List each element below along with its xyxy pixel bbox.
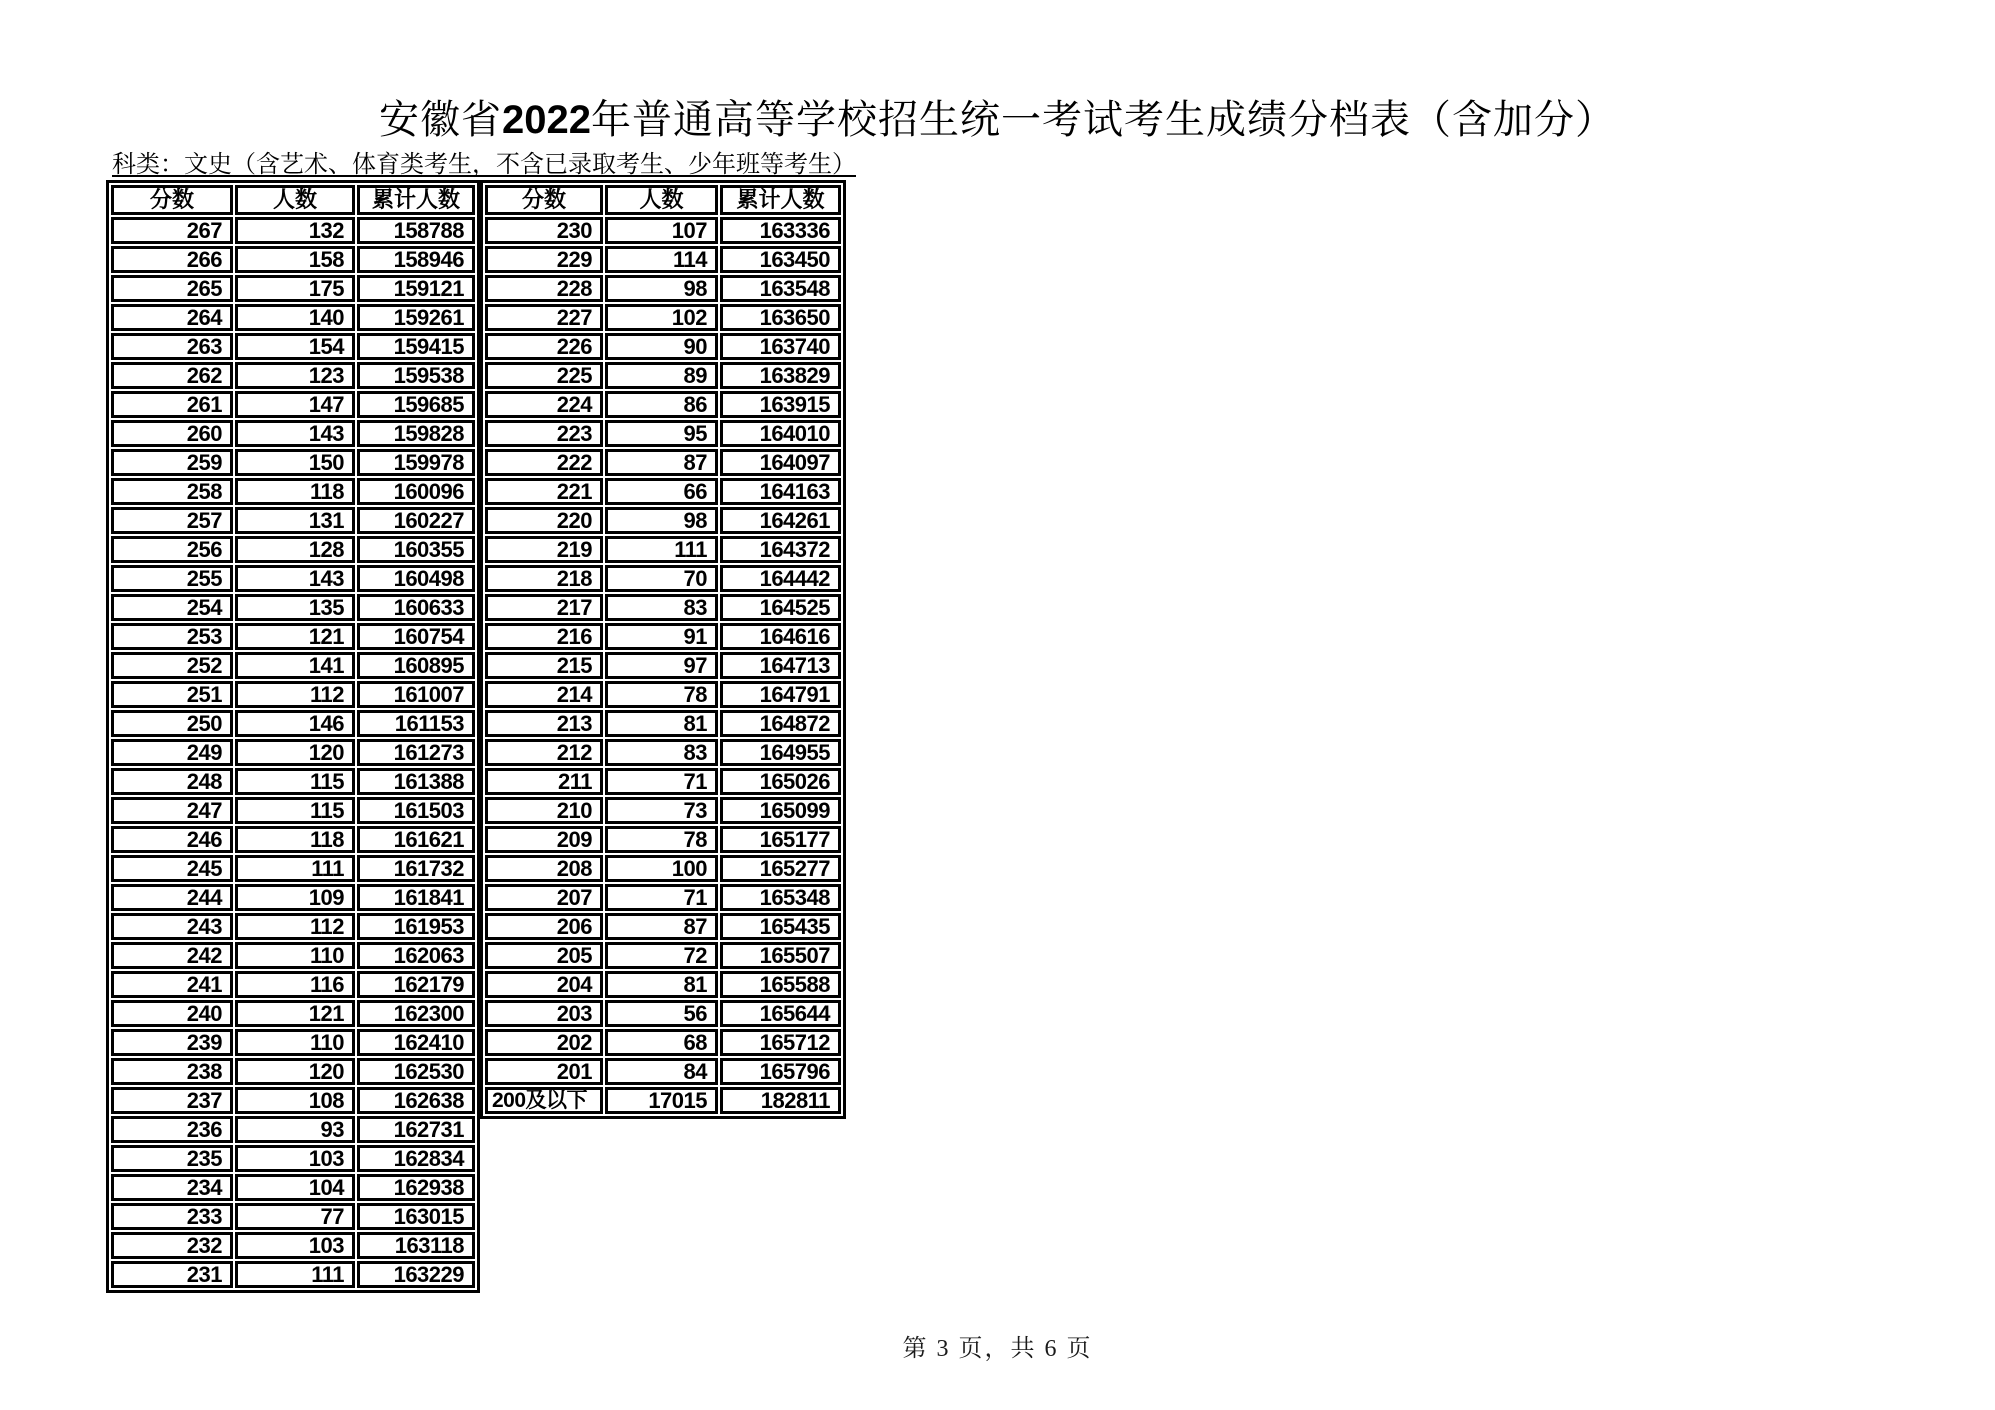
- table-row: [485, 594, 841, 621]
- count-cell: 120: [235, 1058, 355, 1085]
- table-row: [111, 1000, 475, 1027]
- count-cell: 98: [605, 275, 718, 302]
- cumulative-cell: 161621: [357, 826, 475, 853]
- score-cell: 246: [111, 826, 233, 853]
- cumulative-cell: 161153: [357, 710, 475, 737]
- cumulative-cell: 160355: [357, 536, 475, 563]
- score-cell: 221: [485, 478, 603, 505]
- cumulative-cell: 162300: [357, 1000, 475, 1027]
- count-cell: 72: [605, 942, 718, 969]
- table-row: [485, 304, 841, 331]
- score-cell: 244: [111, 884, 233, 911]
- count-cell: 97: [605, 652, 718, 679]
- score-cell: 216: [485, 623, 603, 650]
- cumulative-cell: 162731: [357, 1116, 475, 1143]
- score-cell: 204: [485, 971, 603, 998]
- cumulative-cell: 163915: [720, 391, 841, 418]
- table-row: [111, 826, 475, 853]
- table-row: [485, 246, 841, 273]
- cumulative-cell: 164713: [720, 652, 841, 679]
- table-row: [111, 1261, 475, 1288]
- count-cell: 146: [235, 710, 355, 737]
- cumulative-cell: 162834: [357, 1145, 475, 1172]
- score-cell: 234: [111, 1174, 233, 1201]
- count-cell: 118: [235, 478, 355, 505]
- table-row: [111, 536, 475, 563]
- count-cell: 114: [605, 246, 718, 273]
- table-row: [111, 449, 475, 476]
- table-row: [485, 797, 841, 824]
- table-row: [485, 913, 841, 940]
- table-row: [111, 420, 475, 447]
- count-cell: 103: [235, 1145, 355, 1172]
- count-cell: 111: [235, 1261, 355, 1288]
- col-header-count: 人数: [235, 185, 355, 215]
- table-row: [111, 681, 475, 708]
- table-row: [485, 1000, 841, 1027]
- count-cell: 112: [235, 913, 355, 940]
- count-cell: 100: [605, 855, 718, 882]
- table-row: [111, 478, 475, 505]
- page-title-year: 2022: [502, 98, 591, 142]
- table-row: [111, 565, 475, 592]
- cumulative-cell: 163829: [720, 362, 841, 389]
- count-cell: 83: [605, 594, 718, 621]
- table-row: [111, 768, 475, 795]
- count-cell: 81: [605, 710, 718, 737]
- cumulative-cell: 159261: [357, 304, 475, 331]
- count-cell: 121: [235, 623, 355, 650]
- cumulative-cell: 165644: [720, 1000, 841, 1027]
- cumulative-cell: 160227: [357, 507, 475, 534]
- count-cell: 89: [605, 362, 718, 389]
- count-cell: 175: [235, 275, 355, 302]
- table-row: [485, 391, 841, 418]
- table-row: [485, 478, 841, 505]
- table-row: [111, 1232, 475, 1259]
- score-cell: 228: [485, 275, 603, 302]
- cumulative-cell: 164525: [720, 594, 841, 621]
- count-cell: 128: [235, 536, 355, 563]
- table-row: [111, 739, 475, 766]
- cumulative-cell: 158788: [357, 217, 475, 244]
- count-cell: 81: [605, 971, 718, 998]
- count-cell: 143: [235, 420, 355, 447]
- table-row: [111, 217, 475, 244]
- table-row: [111, 1116, 475, 1143]
- count-cell: 93: [235, 1116, 355, 1143]
- score-cell: 235: [111, 1145, 233, 1172]
- count-cell: 104: [235, 1174, 355, 1201]
- table-row: [485, 275, 841, 302]
- score-cell: 259: [111, 449, 233, 476]
- score-cell: 266: [111, 246, 233, 273]
- col-header-cumulative: 累计人数: [357, 185, 475, 215]
- count-cell: 108: [235, 1087, 355, 1114]
- cumulative-cell: 165507: [720, 942, 841, 969]
- table-row: [485, 739, 841, 766]
- score-cell: 248: [111, 768, 233, 795]
- count-cell: 66: [605, 478, 718, 505]
- count-cell: 131: [235, 507, 355, 534]
- cumulative-cell: 182811: [720, 1087, 841, 1114]
- score-cell: 226: [485, 333, 603, 360]
- score-cell: 252: [111, 652, 233, 679]
- table-row: [111, 710, 475, 737]
- table-row: [111, 855, 475, 882]
- score-cell: 231: [111, 1261, 233, 1288]
- table-row: [485, 362, 841, 389]
- cumulative-cell: 159828: [357, 420, 475, 447]
- cumulative-cell: 165099: [720, 797, 841, 824]
- table-row: [111, 913, 475, 940]
- cumulative-cell: 163740: [720, 333, 841, 360]
- cumulative-cell: 159685: [357, 391, 475, 418]
- table-row: [111, 942, 475, 969]
- cumulative-cell: 162638: [357, 1087, 475, 1114]
- table-row: [111, 333, 475, 360]
- cumulative-cell: 160498: [357, 565, 475, 592]
- count-cell: 102: [605, 304, 718, 331]
- count-cell: 110: [235, 1029, 355, 1056]
- score-cell: 229: [485, 246, 603, 273]
- cumulative-cell: 165435: [720, 913, 841, 940]
- score-cell: 232: [111, 1232, 233, 1259]
- count-cell: 91: [605, 623, 718, 650]
- score-cell: 225: [485, 362, 603, 389]
- cumulative-cell: 163336: [720, 217, 841, 244]
- score-cell: 209: [485, 826, 603, 853]
- table-row: [485, 1029, 841, 1056]
- score-cell: 250: [111, 710, 233, 737]
- table-row: [485, 826, 841, 853]
- score-cell: 257: [111, 507, 233, 534]
- table-row: [485, 1058, 841, 1085]
- cumulative-cell: 162938: [357, 1174, 475, 1201]
- table-row: [485, 884, 841, 911]
- count-cell: 90: [605, 333, 718, 360]
- count-cell: 116: [235, 971, 355, 998]
- score-cell: 262: [111, 362, 233, 389]
- score-cell: 220: [485, 507, 603, 534]
- cumulative-cell: 163450: [720, 246, 841, 273]
- count-cell: 73: [605, 797, 718, 824]
- score-cell: 255: [111, 565, 233, 592]
- count-cell: 87: [605, 449, 718, 476]
- score-distribution-tables: [106, 180, 846, 1293]
- table-row: [485, 768, 841, 795]
- table-row: [111, 1058, 475, 1085]
- score-cell: 241: [111, 971, 233, 998]
- count-cell: 107: [605, 217, 718, 244]
- score-cell: 219: [485, 536, 603, 563]
- col-header-cumulative: 累计人数: [720, 185, 841, 215]
- cumulative-cell: 165348: [720, 884, 841, 911]
- table-row: [485, 971, 841, 998]
- count-cell: 78: [605, 681, 718, 708]
- table-row: [485, 565, 841, 592]
- count-cell: 95: [605, 420, 718, 447]
- count-cell: 154: [235, 333, 355, 360]
- score-cell: 251: [111, 681, 233, 708]
- cumulative-cell: 162063: [357, 942, 475, 969]
- count-cell: 98: [605, 507, 718, 534]
- table-row: [485, 710, 841, 737]
- cumulative-cell: 161841: [357, 884, 475, 911]
- table-row: [111, 1145, 475, 1172]
- cumulative-cell: 163229: [357, 1261, 475, 1288]
- score-cell: 208: [485, 855, 603, 882]
- score-cell: 239: [111, 1029, 233, 1056]
- table-row: [485, 217, 841, 244]
- score-cell: 217: [485, 594, 603, 621]
- table-row: [485, 681, 841, 708]
- score-cell: 227: [485, 304, 603, 331]
- score-cell: 253: [111, 623, 233, 650]
- score-cell: 213: [485, 710, 603, 737]
- cumulative-cell: 164791: [720, 681, 841, 708]
- score-cell: 261: [111, 391, 233, 418]
- score-cell: 201: [485, 1058, 603, 1085]
- table-row: [111, 1174, 475, 1201]
- score-table-left: [106, 180, 480, 1293]
- table-row: [111, 652, 475, 679]
- table-row: [485, 333, 841, 360]
- table-row: [485, 449, 841, 476]
- count-cell: 143: [235, 565, 355, 592]
- score-cell: 249: [111, 739, 233, 766]
- cumulative-cell: 163650: [720, 304, 841, 331]
- score-cell: 202: [485, 1029, 603, 1056]
- table-row: [485, 507, 841, 534]
- cumulative-cell: 158946: [357, 246, 475, 273]
- col-header-score: 分数: [485, 185, 603, 215]
- score-cell: 224: [485, 391, 603, 418]
- score-cell: 211: [485, 768, 603, 795]
- cumulative-cell: 165277: [720, 855, 841, 882]
- score-cell: 267: [111, 217, 233, 244]
- cumulative-cell: 165796: [720, 1058, 841, 1085]
- table-row: [111, 623, 475, 650]
- count-cell: 78: [605, 826, 718, 853]
- page-number-footer: 第 3 页，共 6 页: [902, 1336, 1093, 1362]
- score-cell: 258: [111, 478, 233, 505]
- score-cell: 260: [111, 420, 233, 447]
- score-cell: 214: [485, 681, 603, 708]
- count-cell: 110: [235, 942, 355, 969]
- cumulative-cell: 161732: [357, 855, 475, 882]
- cumulative-cell: 162410: [357, 1029, 475, 1056]
- cumulative-cell: 164163: [720, 478, 841, 505]
- cumulative-cell: 163548: [720, 275, 841, 302]
- count-cell: 112: [235, 681, 355, 708]
- score-cell: 223: [485, 420, 603, 447]
- score-cell: 243: [111, 913, 233, 940]
- category-subtitle: 科类：文史（含艺术、体育类考生，不含已录取考生、少年班等考生）: [112, 152, 856, 178]
- score-cell: 237: [111, 1087, 233, 1114]
- cumulative-cell: 161273: [357, 739, 475, 766]
- count-cell: 120: [235, 739, 355, 766]
- table-row: [111, 391, 475, 418]
- table-row: [111, 246, 475, 273]
- cumulative-cell: 164261: [720, 507, 841, 534]
- score-cell: 207: [485, 884, 603, 911]
- header-row: [111, 185, 475, 215]
- score-table-right: [480, 180, 846, 1119]
- cumulative-cell: 165026: [720, 768, 841, 795]
- cumulative-cell: 161388: [357, 768, 475, 795]
- count-cell: 109: [235, 884, 355, 911]
- count-cell: 77: [235, 1203, 355, 1230]
- count-cell: 111: [605, 536, 718, 563]
- cumulative-cell: 165712: [720, 1029, 841, 1056]
- cumulative-cell: 164616: [720, 623, 841, 650]
- page-title: [0, 98, 1995, 142]
- cumulative-cell: 160096: [357, 478, 475, 505]
- cumulative-cell: 164872: [720, 710, 841, 737]
- count-cell: 83: [605, 739, 718, 766]
- count-cell: 84: [605, 1058, 718, 1085]
- cumulative-cell: 164372: [720, 536, 841, 563]
- header-row: [485, 185, 841, 215]
- cumulative-cell: 164442: [720, 565, 841, 592]
- table-row: [485, 536, 841, 563]
- table-row: [485, 1087, 841, 1114]
- score-cell: 205: [485, 942, 603, 969]
- table-row: [111, 1203, 475, 1230]
- count-cell: 121: [235, 1000, 355, 1027]
- score-cell: 256: [111, 536, 233, 563]
- count-cell: 86: [605, 391, 718, 418]
- cumulative-cell: 163015: [357, 1203, 475, 1230]
- table-row: [111, 971, 475, 998]
- cumulative-cell: 160633: [357, 594, 475, 621]
- count-cell: 56: [605, 1000, 718, 1027]
- cumulative-cell: 159121: [357, 275, 475, 302]
- cumulative-cell: 163118: [357, 1232, 475, 1259]
- cumulative-cell: 165588: [720, 971, 841, 998]
- table-row: [111, 884, 475, 911]
- cumulative-cell: 159415: [357, 333, 475, 360]
- count-cell: 123: [235, 362, 355, 389]
- score-cell: 245: [111, 855, 233, 882]
- score-cell: 218: [485, 565, 603, 592]
- score-cell: 264: [111, 304, 233, 331]
- count-cell: 68: [605, 1029, 718, 1056]
- table-row: [111, 304, 475, 331]
- cumulative-cell: 164097: [720, 449, 841, 476]
- table-row: [111, 594, 475, 621]
- count-cell: 17015: [605, 1087, 718, 1114]
- cumulative-cell: 165177: [720, 826, 841, 853]
- score-cell: 233: [111, 1203, 233, 1230]
- score-cell: 238: [111, 1058, 233, 1085]
- cumulative-cell: 164010: [720, 420, 841, 447]
- score-cell: 206: [485, 913, 603, 940]
- count-cell: 71: [605, 884, 718, 911]
- count-cell: 150: [235, 449, 355, 476]
- table-row: [111, 797, 475, 824]
- table-row: [485, 855, 841, 882]
- table-row: [111, 362, 475, 389]
- count-cell: 118: [235, 826, 355, 853]
- count-cell: 135: [235, 594, 355, 621]
- score-cell: 263: [111, 333, 233, 360]
- table-row: [111, 1029, 475, 1056]
- score-cell: 222: [485, 449, 603, 476]
- count-cell: 115: [235, 768, 355, 795]
- count-cell: 158: [235, 246, 355, 273]
- table-row: [111, 507, 475, 534]
- score-cell: 265: [111, 275, 233, 302]
- cumulative-cell: 161007: [357, 681, 475, 708]
- count-cell: 103: [235, 1232, 355, 1259]
- cumulative-cell: 162179: [357, 971, 475, 998]
- page-title-suffix: 年普通高等学校招生统一考试考生成绩分档表（含加分）: [590, 97, 1616, 142]
- count-cell: 115: [235, 797, 355, 824]
- score-cell: 242: [111, 942, 233, 969]
- table-row: [485, 420, 841, 447]
- table-row: [485, 623, 841, 650]
- cumulative-cell: 162530: [357, 1058, 475, 1085]
- count-cell: 87: [605, 913, 718, 940]
- score-cell: 254: [111, 594, 233, 621]
- cumulative-cell: 161953: [357, 913, 475, 940]
- cumulative-cell: 159978: [357, 449, 475, 476]
- count-cell: 140: [235, 304, 355, 331]
- score-cell: 215: [485, 652, 603, 679]
- col-header-score: 分数: [111, 185, 233, 215]
- score-cell: 240: [111, 1000, 233, 1027]
- score-cell: 200及以下: [485, 1087, 603, 1114]
- count-cell: 111: [235, 855, 355, 882]
- count-cell: 71: [605, 768, 718, 795]
- page-title-prefix: 安徽省: [379, 97, 502, 142]
- count-cell: 132: [235, 217, 355, 244]
- table-row: [111, 1087, 475, 1114]
- table-row: [485, 942, 841, 969]
- table-row: [111, 275, 475, 302]
- score-cell: 210: [485, 797, 603, 824]
- score-cell: 236: [111, 1116, 233, 1143]
- cumulative-cell: 159538: [357, 362, 475, 389]
- cumulative-cell: 161503: [357, 797, 475, 824]
- cumulative-cell: 160754: [357, 623, 475, 650]
- score-cell: 212: [485, 739, 603, 766]
- count-cell: 141: [235, 652, 355, 679]
- count-cell: 70: [605, 565, 718, 592]
- score-cell: 247: [111, 797, 233, 824]
- score-cell: 230: [485, 217, 603, 244]
- cumulative-cell: 164955: [720, 739, 841, 766]
- col-header-count: 人数: [605, 185, 718, 215]
- table-row: [485, 652, 841, 679]
- count-cell: 147: [235, 391, 355, 418]
- cumulative-cell: 160895: [357, 652, 475, 679]
- score-cell: 203: [485, 1000, 603, 1027]
